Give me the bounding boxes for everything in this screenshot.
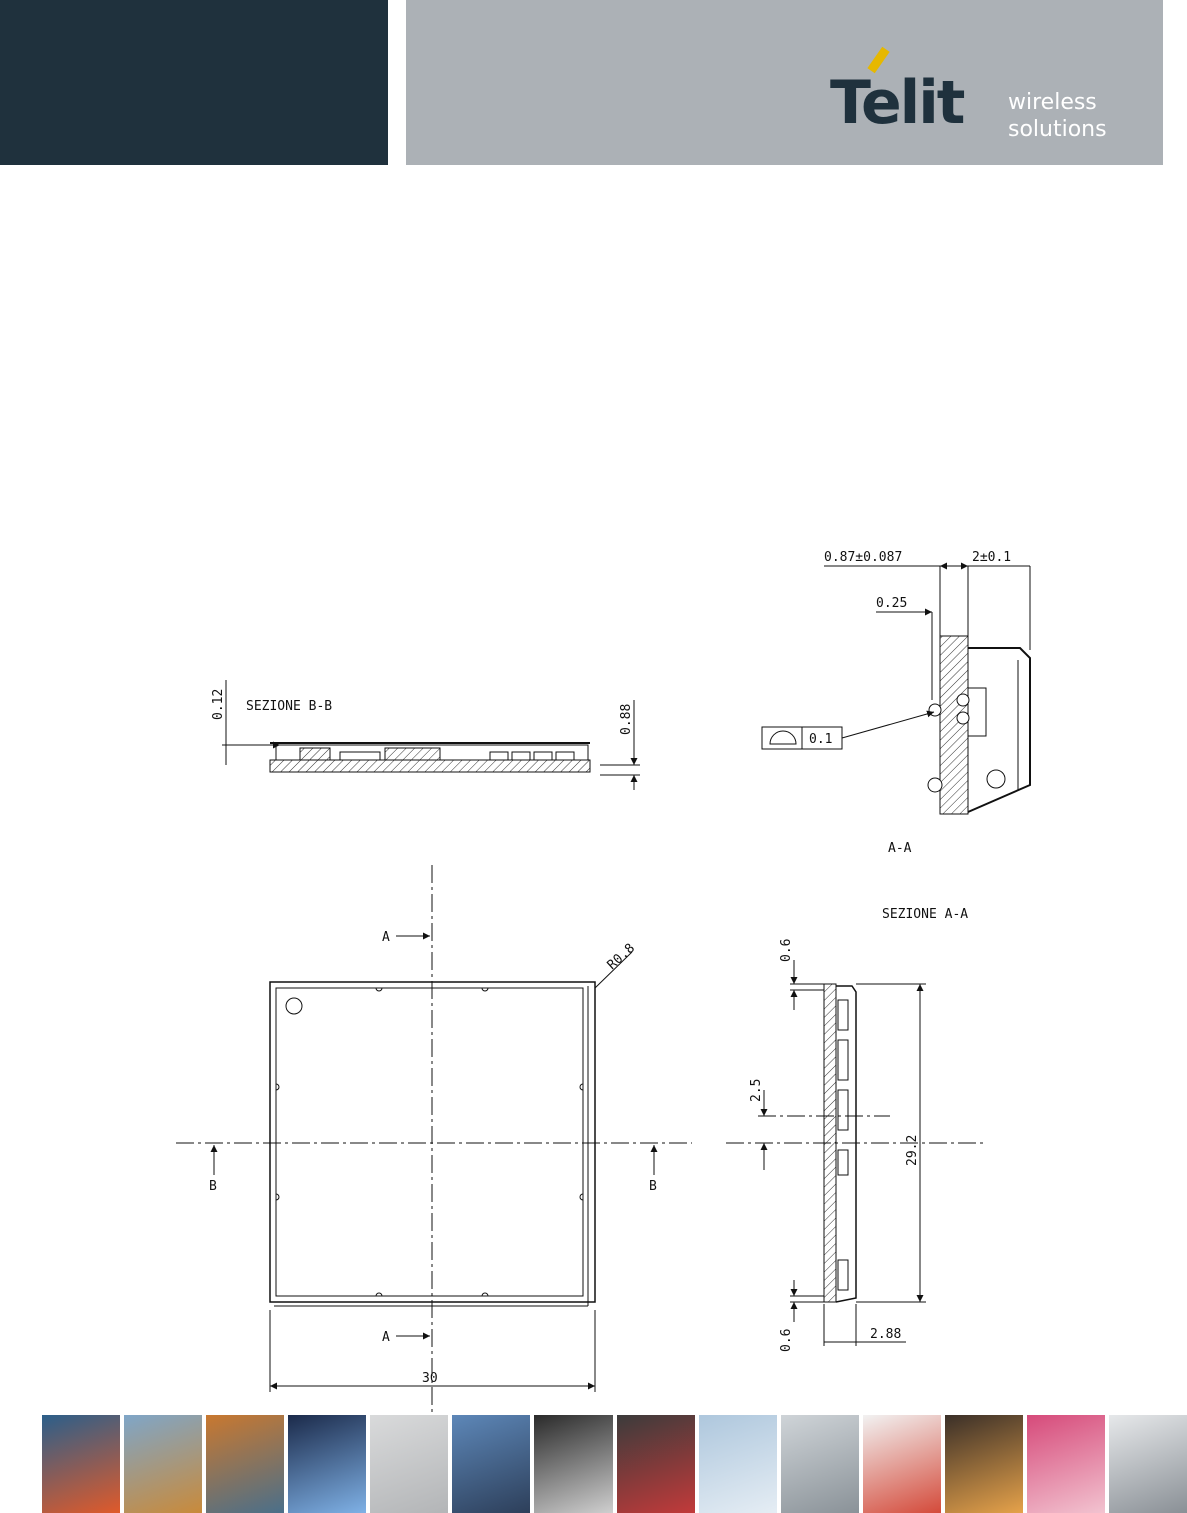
vending-photo — [617, 1415, 695, 1513]
side-dim-thickness: 0.87±0.087 — [824, 550, 903, 565]
print-photo — [1027, 1415, 1105, 1513]
side-dim-height: 2±0.1 — [972, 550, 1012, 565]
logo-wordmark: Telit — [830, 68, 964, 138]
side-detail-view — [762, 550, 1030, 856]
containers-photo — [206, 1415, 284, 1513]
side-pcb-section — [940, 636, 968, 814]
station-photo — [945, 1415, 1023, 1513]
section-b-dim-left: 0.12 — [211, 688, 226, 720]
section-b-title: SEZIONE B-B — [246, 699, 333, 714]
section-arrow-b-right: B — [649, 1179, 657, 1194]
logo-tagline-line-1: wireless — [1008, 90, 1097, 115]
section-a-pcb — [824, 984, 836, 1302]
section-arrow-b-left: B — [209, 1179, 217, 1194]
cctv-photo — [1109, 1415, 1187, 1513]
corner-radius-label: R0.8 — [604, 940, 638, 973]
laser-room-photo — [863, 1415, 941, 1513]
section-a-shield — [836, 986, 856, 1302]
section-arrow-a-bottom: A — [382, 1330, 390, 1345]
section-a-dim-height: 29.2 — [905, 1134, 920, 1166]
phone-sign-photo — [124, 1415, 202, 1513]
logo-tagline-line-2: solutions — [1008, 117, 1107, 142]
top-view-width-dim: 30 — [422, 1371, 438, 1386]
card-reader-photo — [534, 1415, 612, 1513]
pin1-marker — [286, 998, 302, 1014]
photo-strip — [42, 1415, 1187, 1513]
wind-turbines-photo — [699, 1415, 777, 1513]
side-detail-caption: A-A — [888, 841, 912, 856]
section-a-title: SEZIONE A-A — [882, 907, 969, 922]
section-a-dim-offset: 2.5 — [749, 1078, 764, 1102]
section-b-dim-right: 0.88 — [619, 703, 634, 735]
meters-photo — [781, 1415, 859, 1513]
traffic-photo — [42, 1415, 120, 1513]
section-a-dim-bottom: 0.6 — [779, 1328, 794, 1352]
shield-outline — [276, 988, 583, 1296]
led-clock-photo — [288, 1415, 366, 1513]
keyboard-photo — [370, 1415, 448, 1513]
section-a-view — [726, 907, 985, 1352]
section-arrow-a-top: A — [382, 930, 390, 945]
section-b-view — [211, 680, 640, 790]
section-b-pcb — [270, 760, 590, 772]
section-a-dim-top: 0.6 — [779, 938, 794, 962]
cyclist-photo — [452, 1415, 530, 1513]
flatness-value: 0.1 — [809, 732, 833, 747]
side-dim-offset: 0.25 — [876, 596, 908, 611]
section-a-dim-depth: 2.88 — [870, 1327, 902, 1342]
top-view — [176, 865, 692, 1420]
